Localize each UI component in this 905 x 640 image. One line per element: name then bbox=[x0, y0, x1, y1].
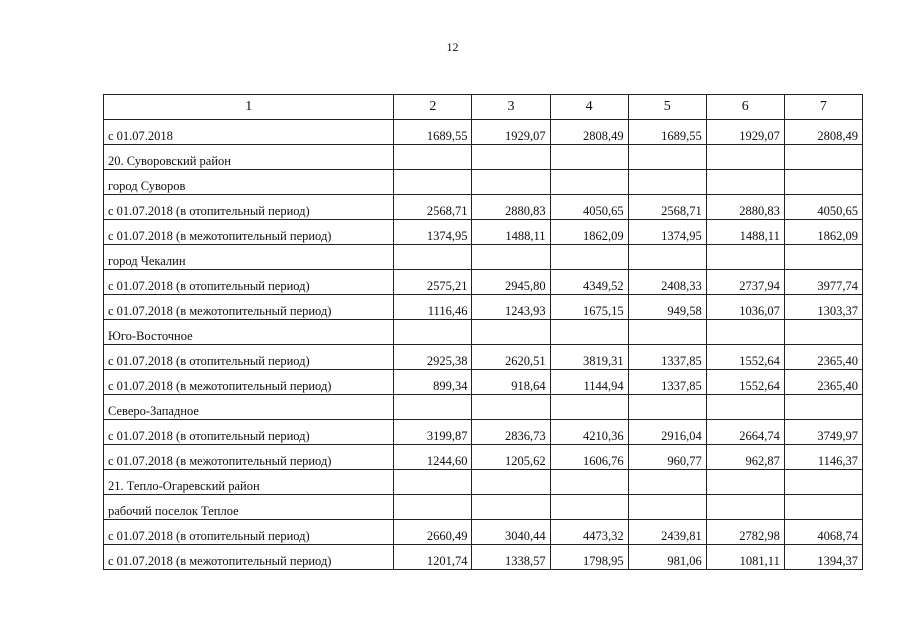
value-cell: 2620,51 bbox=[472, 345, 550, 370]
value-cell: 1146,37 bbox=[784, 445, 862, 470]
table-row bbox=[104, 370, 863, 395]
value-cell: 2575,21 bbox=[394, 270, 472, 295]
table-row bbox=[104, 445, 863, 470]
value-cell: 1243,93 bbox=[472, 295, 550, 320]
header-cell: 2 bbox=[394, 95, 472, 120]
value-cell bbox=[394, 145, 472, 170]
value-cell: 1337,85 bbox=[628, 345, 706, 370]
value-cell bbox=[784, 320, 862, 345]
table-row bbox=[104, 270, 863, 295]
row-label-cell: с 01.07.2018 (в межотопительный период) bbox=[104, 295, 394, 320]
value-cell bbox=[706, 170, 784, 195]
table-body bbox=[104, 95, 863, 570]
value-cell: 2945,80 bbox=[472, 270, 550, 295]
value-cell bbox=[394, 170, 472, 195]
value-cell: 960,77 bbox=[628, 445, 706, 470]
value-cell bbox=[784, 495, 862, 520]
page-number: 12 bbox=[446, 40, 459, 54]
value-cell bbox=[472, 245, 550, 270]
value-cell: 1689,55 bbox=[628, 120, 706, 145]
value-cell: 3819,31 bbox=[550, 345, 628, 370]
row-label-cell: с 01.07.2018 (в отопительный период) bbox=[104, 195, 394, 220]
value-cell bbox=[628, 145, 706, 170]
value-cell: 4210,36 bbox=[550, 420, 628, 445]
value-cell bbox=[628, 170, 706, 195]
value-cell: 2664,74 bbox=[706, 420, 784, 445]
value-cell: 4050,65 bbox=[550, 195, 628, 220]
row-label-cell: с 01.07.2018 (в межотопительный период) bbox=[104, 370, 394, 395]
value-cell: 1244,60 bbox=[394, 445, 472, 470]
value-cell: 949,58 bbox=[628, 295, 706, 320]
value-cell: 2439,81 bbox=[628, 520, 706, 545]
value-cell bbox=[394, 395, 472, 420]
header-cell: 7 bbox=[784, 95, 862, 120]
value-cell bbox=[394, 245, 472, 270]
value-cell: 1552,64 bbox=[706, 345, 784, 370]
header-cell: 6 bbox=[706, 95, 784, 120]
value-cell bbox=[550, 470, 628, 495]
value-cell: 1862,09 bbox=[784, 220, 862, 245]
value-cell: 918,64 bbox=[472, 370, 550, 395]
value-cell: 1338,57 bbox=[472, 545, 550, 570]
value-cell bbox=[394, 320, 472, 345]
value-cell bbox=[706, 395, 784, 420]
value-cell bbox=[550, 245, 628, 270]
value-cell: 1201,74 bbox=[394, 545, 472, 570]
table-row bbox=[104, 295, 863, 320]
value-cell: 2568,71 bbox=[394, 195, 472, 220]
row-label-cell: с 01.07.2018 (в отопительный период) bbox=[104, 420, 394, 445]
table-row bbox=[104, 345, 863, 370]
value-cell: 2660,49 bbox=[394, 520, 472, 545]
value-cell: 1929,07 bbox=[706, 120, 784, 145]
value-cell bbox=[784, 145, 862, 170]
value-cell: 3040,44 bbox=[472, 520, 550, 545]
value-cell bbox=[628, 320, 706, 345]
value-cell bbox=[784, 470, 862, 495]
table-row bbox=[104, 145, 863, 170]
value-cell: 1394,37 bbox=[784, 545, 862, 570]
value-cell bbox=[472, 170, 550, 195]
row-label-cell: 21. Тепло-Огаревский район bbox=[104, 470, 394, 495]
table-header-row bbox=[104, 95, 863, 120]
value-cell: 1374,95 bbox=[628, 220, 706, 245]
row-label-cell: 20. Суворовский район bbox=[104, 145, 394, 170]
row-label-cell: с 01.07.2018 (в отопительный период) bbox=[104, 270, 394, 295]
value-cell bbox=[472, 470, 550, 495]
value-cell bbox=[706, 470, 784, 495]
value-cell: 1929,07 bbox=[472, 120, 550, 145]
value-cell: 1488,11 bbox=[472, 220, 550, 245]
value-cell: 2568,71 bbox=[628, 195, 706, 220]
value-cell bbox=[550, 395, 628, 420]
table-row bbox=[104, 470, 863, 495]
value-cell bbox=[472, 495, 550, 520]
header-cell: 5 bbox=[628, 95, 706, 120]
value-cell: 2365,40 bbox=[784, 345, 862, 370]
value-cell: 1116,46 bbox=[394, 295, 472, 320]
value-cell: 2880,83 bbox=[706, 195, 784, 220]
value-cell bbox=[394, 470, 472, 495]
table-row bbox=[104, 545, 863, 570]
value-cell: 2737,94 bbox=[706, 270, 784, 295]
header-cell: 1 bbox=[104, 95, 394, 120]
value-cell: 4050,65 bbox=[784, 195, 862, 220]
value-cell: 1036,07 bbox=[706, 295, 784, 320]
value-cell: 2836,73 bbox=[472, 420, 550, 445]
value-cell bbox=[550, 320, 628, 345]
value-cell: 1081,11 bbox=[706, 545, 784, 570]
row-label-cell: город Чекалин bbox=[104, 245, 394, 270]
value-cell: 3199,87 bbox=[394, 420, 472, 445]
value-cell: 2916,04 bbox=[628, 420, 706, 445]
value-cell bbox=[706, 145, 784, 170]
table-row bbox=[104, 120, 863, 145]
value-cell: 899,34 bbox=[394, 370, 472, 395]
value-cell bbox=[706, 495, 784, 520]
value-cell bbox=[628, 245, 706, 270]
value-cell bbox=[550, 495, 628, 520]
value-cell: 4349,52 bbox=[550, 270, 628, 295]
tariff-table bbox=[103, 94, 863, 570]
table-row bbox=[104, 195, 863, 220]
value-cell bbox=[628, 495, 706, 520]
value-cell: 1798,95 bbox=[550, 545, 628, 570]
row-label-cell: с 01.07.2018 (в межотопительный период) bbox=[104, 220, 394, 245]
value-cell: 1689,55 bbox=[394, 120, 472, 145]
value-cell: 1488,11 bbox=[706, 220, 784, 245]
value-cell bbox=[628, 470, 706, 495]
value-cell: 1606,76 bbox=[550, 445, 628, 470]
value-cell: 1374,95 bbox=[394, 220, 472, 245]
table-row bbox=[104, 220, 863, 245]
value-cell bbox=[706, 320, 784, 345]
value-cell: 1675,15 bbox=[550, 295, 628, 320]
value-cell: 3749,97 bbox=[784, 420, 862, 445]
value-cell: 3977,74 bbox=[784, 270, 862, 295]
value-cell: 2408,33 bbox=[628, 270, 706, 295]
value-cell bbox=[472, 320, 550, 345]
row-label-cell: Северо-Западное bbox=[104, 395, 394, 420]
table-row bbox=[104, 420, 863, 445]
value-cell: 2365,40 bbox=[784, 370, 862, 395]
value-cell: 2782,98 bbox=[706, 520, 784, 545]
value-cell: 4473,32 bbox=[550, 520, 628, 545]
table-row bbox=[104, 170, 863, 195]
value-cell: 962,87 bbox=[706, 445, 784, 470]
table-row bbox=[104, 320, 863, 345]
value-cell bbox=[784, 395, 862, 420]
row-label-cell: город Суворов bbox=[104, 170, 394, 195]
value-cell: 981,06 bbox=[628, 545, 706, 570]
header-cell: 4 bbox=[550, 95, 628, 120]
value-cell: 2808,49 bbox=[784, 120, 862, 145]
value-cell bbox=[550, 170, 628, 195]
table-row bbox=[104, 520, 863, 545]
row-label-cell: с 01.07.2018 (в межотопительный период) bbox=[104, 545, 394, 570]
value-cell bbox=[394, 495, 472, 520]
row-label-cell: рабочий поселок Теплое bbox=[104, 495, 394, 520]
value-cell: 2808,49 bbox=[550, 120, 628, 145]
value-cell bbox=[706, 245, 784, 270]
value-cell bbox=[784, 170, 862, 195]
row-label-cell: с 01.07.2018 (в межотопительный период) bbox=[104, 445, 394, 470]
value-cell: 1862,09 bbox=[550, 220, 628, 245]
value-cell: 1303,37 bbox=[784, 295, 862, 320]
value-cell bbox=[472, 145, 550, 170]
value-cell bbox=[550, 145, 628, 170]
value-cell: 1144,94 bbox=[550, 370, 628, 395]
header-cell: 3 bbox=[472, 95, 550, 120]
value-cell: 4068,74 bbox=[784, 520, 862, 545]
value-cell bbox=[628, 395, 706, 420]
table-row bbox=[104, 395, 863, 420]
value-cell bbox=[472, 395, 550, 420]
row-label-cell: Юго-Восточное bbox=[104, 320, 394, 345]
row-label-cell: с 01.07.2018 (в отопительный период) bbox=[104, 520, 394, 545]
table-row bbox=[104, 245, 863, 270]
row-label-cell: с 01.07.2018 (в отопительный период) bbox=[104, 345, 394, 370]
value-cell: 1552,64 bbox=[706, 370, 784, 395]
row-label-cell: с 01.07.2018 bbox=[104, 120, 394, 145]
value-cell: 1205,62 bbox=[472, 445, 550, 470]
value-cell: 2925,38 bbox=[394, 345, 472, 370]
table-row bbox=[104, 495, 863, 520]
value-cell bbox=[784, 245, 862, 270]
value-cell: 1337,85 bbox=[628, 370, 706, 395]
value-cell: 2880,83 bbox=[472, 195, 550, 220]
